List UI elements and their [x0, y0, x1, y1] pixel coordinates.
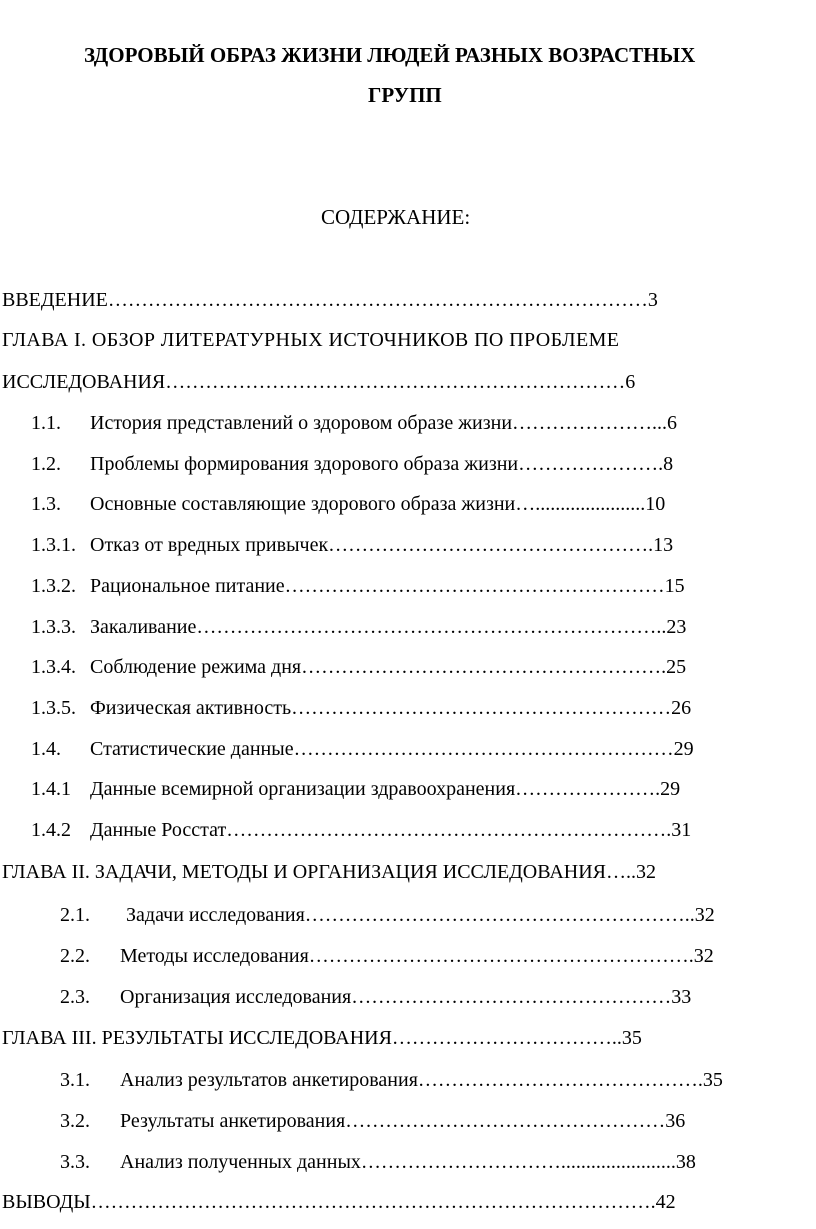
toc-entry-text: Закаливание……………………………………………………………..23	[90, 616, 687, 638]
toc-entry-text: ГЛАВА I. ОБЗОР ЛИТЕРАТУРНЫХ ИСТОЧНИКОВ ПО ПРОБЛЕМЕ	[2, 329, 620, 351]
toc-entry-number: 2.2.	[60, 945, 90, 967]
toc-entry-text: Анализ полученных данных………………………….......................38	[120, 1151, 696, 1173]
toc-entry-chapter-2	[2, 860, 656, 884]
toc-heading: СОДЕРЖАНИЕ:	[321, 205, 471, 229]
toc-entry-text: Данные Росстат………………………………………………………….31	[90, 819, 692, 841]
toc-entry-chapter-1-part-1	[2, 328, 619, 352]
toc-entry-number: 1.3.4.	[31, 656, 76, 678]
toc-entry-text: Рациональное питание…………………………………………………15	[90, 575, 685, 597]
document-title-line-1: ЗДОРОВЫЙ ОБРАЗ ЖИЗНИ ЛЮДЕЙ РАЗНЫХ ВОЗРАСТНЫХ	[84, 43, 696, 67]
document-title-line-2: ГРУПП	[368, 83, 442, 107]
toc-entry-number: 1.3.3.	[31, 616, 76, 638]
toc-entry-number: 1.4.	[31, 738, 61, 760]
toc-entry-1-4-1	[31, 777, 680, 801]
toc-entry-text: Задачи исследования…………………………………………………..32	[126, 904, 715, 926]
toc-entry-number: 3.1.	[60, 1069, 90, 1091]
toc-entry-text: Организация исследования…………………………………………33	[120, 986, 692, 1008]
toc-entry-1-2	[31, 452, 673, 476]
toc-entry-text: ГЛАВА II. ЗАДАЧИ, МЕТОДЫ И ОРГАНИЗАЦИЯ ИССЛЕДОВАНИЯ…..32	[2, 861, 657, 883]
toc-entry-text: Отказ от вредных привычек………………………………………….13	[90, 534, 674, 556]
toc-entry-1-3-3	[31, 615, 686, 639]
toc-entry-text: ИССЛЕДОВАНИЯ……………………………………………………………6	[2, 371, 636, 393]
toc-entry-text: Соблюдение режима дня……………………………………………….25	[90, 656, 687, 678]
toc-entry-text: ГЛАВА III. РЕЗУЛЬТАТЫ ИССЛЕДОВАНИЯ……………………………..35	[2, 1027, 642, 1049]
toc-entry-3-2	[60, 1109, 685, 1133]
toc-entry-2-2	[60, 944, 714, 968]
toc-entry-text: Данные всемирной организации здравоохранения………………….29	[90, 778, 681, 800]
toc-entry-3-1	[60, 1068, 723, 1092]
toc-entry-text: Анализ результатов анкетирования…………………………………….35	[120, 1069, 723, 1091]
toc-entry-1-3-4	[31, 655, 686, 679]
toc-entry-1-4-2	[31, 818, 691, 842]
toc-entry-number: 3.2.	[60, 1110, 90, 1132]
toc-entry-number: 1.1.	[31, 412, 61, 434]
toc-entry-chapter-3	[2, 1026, 642, 1050]
toc-entry-number: 2.3.	[60, 986, 90, 1008]
toc-entry-number: 3.3.	[60, 1151, 90, 1173]
toc-entry-text: Статистические данные…………………………………………………29	[90, 738, 694, 760]
toc-entry-text: Основные составляющие здорового образа жизни…......................10	[90, 493, 666, 515]
toc-entry-text: Проблемы формирования здорового образа жизни………………….8	[90, 453, 674, 475]
toc-entry-number: 1.3.5.	[31, 697, 76, 719]
toc-entry-3-3	[60, 1150, 696, 1174]
toc-entry-1-3-1	[31, 533, 673, 557]
toc-entry-text: ВЫВОДЫ………………………………………………………………………….42	[2, 1191, 676, 1213]
toc-entry-text: Физическая активность…………………………………………………26	[90, 697, 692, 719]
toc-entry-text: ВВЕДЕНИЕ………………………………………………………………………3	[2, 289, 658, 311]
toc-entry-2-1	[60, 903, 715, 927]
toc-entry-text: История представлений о здоровом образе жизни…………………...6	[90, 412, 678, 434]
toc-entry-number: 1.3.	[31, 493, 61, 515]
toc-entry-number: 1.4.2	[31, 819, 71, 841]
toc-entry-1-3	[31, 492, 665, 516]
toc-entry-number: 1.2.	[31, 453, 61, 475]
toc-entry-1-4	[31, 737, 694, 761]
toc-entry-1-3-5	[31, 696, 691, 720]
toc-entry-introduction	[2, 288, 658, 312]
toc-entry-1-3-2	[31, 574, 685, 598]
toc-entry-number: 1.4.1	[31, 778, 71, 800]
toc-entry-number: 1.3.2.	[31, 575, 76, 597]
toc-entry-text: Результаты анкетирования…………………………………………36	[120, 1110, 686, 1132]
toc-entry-2-3	[60, 985, 691, 1009]
toc-entry-number: 2.1.	[60, 904, 90, 926]
toc-entry-conclusions	[2, 1190, 676, 1214]
toc-entry-chapter-1-part-2	[2, 370, 635, 394]
toc-entry-text: Методы исследования………………………………………………….32	[120, 945, 714, 967]
toc-entry-number: 1.3.1.	[31, 534, 76, 556]
toc-entry-1-1	[31, 411, 677, 435]
